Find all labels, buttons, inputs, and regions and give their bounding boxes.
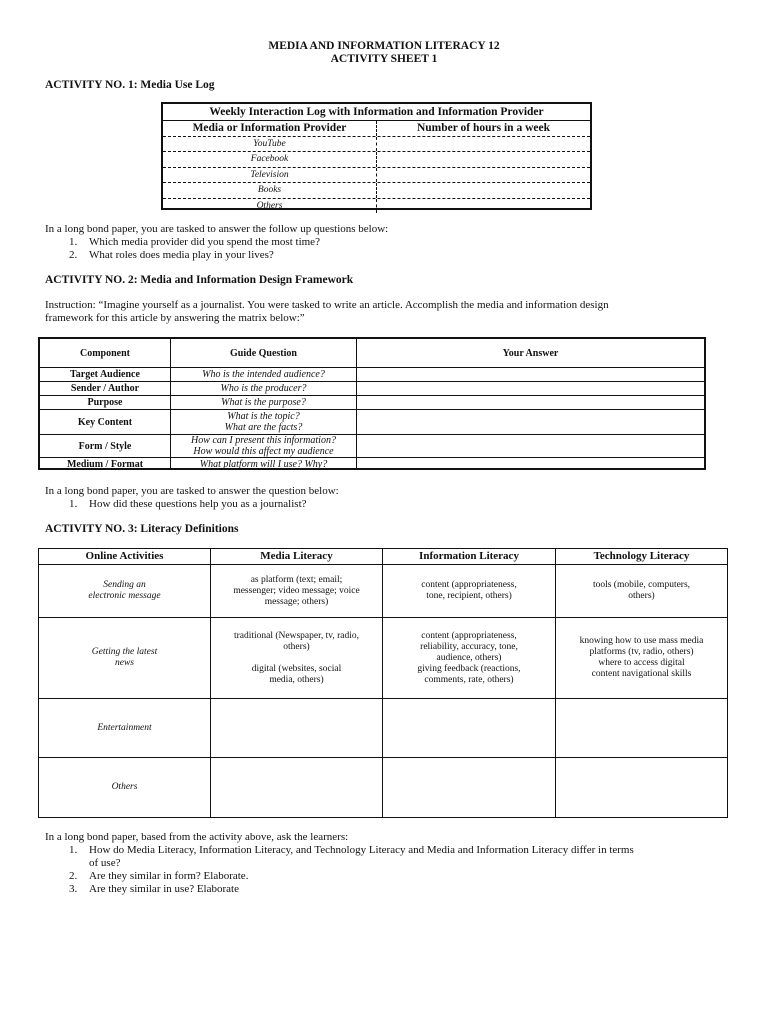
component-cell: Purpose: [40, 396, 171, 409]
guide-question-cell: What is the purpose?: [171, 396, 357, 409]
column-header: Your Answer: [502, 347, 559, 359]
hours-cell[interactable]: [377, 183, 590, 197]
activity3-questions: [45, 844, 634, 896]
design-framework-table: [38, 337, 706, 470]
hours-cell[interactable]: [377, 137, 590, 151]
column-header: Number of hours in a week: [416, 122, 550, 134]
provider-cell: YouTube: [163, 137, 377, 151]
column-header: Component: [40, 339, 171, 367]
table-row: [40, 410, 704, 435]
guide-question-cell: How can I present this information? How would this affect my audience: [171, 435, 357, 457]
answer-cell[interactable]: [357, 458, 704, 470]
media-literacy-cell: as platform (text; email; messenger; video message; voice message; others): [211, 565, 383, 617]
information-literacy-cell: content (appropriateness, tone, recipient, others): [383, 565, 556, 617]
technology-literacy-cell[interactable]: [556, 758, 727, 817]
component-cell: Form / Style: [40, 435, 171, 457]
media-literacy-cell[interactable]: [211, 699, 383, 757]
media-use-log-table: [161, 102, 592, 210]
activity2-instruction: Instruction: “Imagine yourself as a journalist. You were tasked to write an article. Accomplish the media and information design framework for this article by answering the matrix below:”: [45, 299, 609, 324]
table-row: [40, 382, 704, 396]
provider-cell: Books: [163, 183, 377, 197]
media-literacy-cell[interactable]: [211, 758, 383, 817]
table-header-row: [40, 339, 704, 368]
information-literacy-cell: content (appropriateness, reliability, accuracy, tone, audience, others) giving feedback (reactions, comments, rate, others): [383, 618, 556, 698]
column-header: Online Activities: [39, 549, 211, 564]
column-header: Information Literacy: [383, 549, 556, 564]
table-row: [163, 199, 590, 213]
activity3-intro: In a long bond paper, based from the activity above, ask the learners:: [45, 831, 349, 843]
answer-cell[interactable]: [357, 435, 704, 457]
list-item: 1. How did these questions help you as a journalist?: [69, 498, 307, 510]
media-literacy-cell: traditional (Newspaper, tv, radio, others) digital (websites, social media, others): [211, 618, 383, 698]
activity-cell: Getting the latest news: [39, 618, 211, 698]
provider-cell: Television: [163, 168, 377, 182]
component-cell: Medium / Format: [40, 458, 171, 470]
component-cell: Key Content: [40, 410, 171, 434]
list-item: 3. Are they similar in use? Elaborate: [69, 883, 239, 895]
table-row: [40, 396, 704, 410]
table-row: [40, 368, 704, 382]
guide-question-cell: What platform will I use? Why?: [171, 458, 357, 470]
column-header: Media or Information Provider: [163, 121, 377, 136]
answer-cell[interactable]: [357, 410, 704, 434]
table-row: [163, 168, 590, 183]
provider-cell: Others: [163, 199, 377, 213]
activity3-heading: ACTIVITY NO. 3: Literacy Definitions: [45, 523, 239, 535]
guide-question-cell: Who is the producer?: [171, 382, 357, 395]
information-literacy-cell[interactable]: [383, 758, 556, 817]
hours-cell[interactable]: [377, 168, 590, 182]
table-header-row: [163, 121, 590, 137]
guide-question-cell: Who is the intended audience?: [171, 368, 357, 381]
technology-literacy-cell[interactable]: [556, 699, 727, 757]
answer-cell[interactable]: [357, 382, 704, 395]
answer-cell[interactable]: [357, 368, 704, 381]
column-header: Guide Question: [171, 339, 357, 367]
information-literacy-cell[interactable]: [383, 699, 556, 757]
table-caption: Weekly Interaction Log with Information and Information Provider: [163, 104, 590, 121]
table-row: [39, 699, 727, 758]
activity2-intro: In a long bond paper, you are tasked to answer the question below:: [45, 485, 339, 497]
activity1-questions: [45, 236, 320, 262]
activity-cell: Sending an electronic message: [39, 565, 211, 617]
activity2-questions: [45, 498, 307, 511]
column-header: Media Literacy: [211, 549, 383, 564]
component-cell: Sender / Author: [40, 382, 171, 395]
hours-cell[interactable]: [377, 199, 590, 213]
technology-literacy-cell: tools (mobile, computers, others): [592, 580, 691, 601]
table-row: [39, 758, 727, 817]
literacy-definitions-table: [38, 548, 728, 818]
list-item: 2. What roles does media play in your lives?: [69, 249, 274, 261]
activity1-intro: In a long bond paper, you are tasked to answer the follow up questions below:: [45, 223, 389, 235]
list-item: 1. How do Media Literacy, Information Literacy, and Technology Literacy and Media and Information Literacy differ in terms of use?: [69, 844, 634, 869]
table-row: [39, 565, 727, 618]
table-row: [40, 458, 704, 470]
answer-cell[interactable]: [357, 396, 704, 409]
table-row: [163, 137, 590, 152]
table-row: [40, 435, 704, 458]
column-header: Technology Literacy: [593, 550, 690, 562]
table-header-row: [39, 549, 727, 565]
document-subtitle: ACTIVITY SHEET 1: [330, 53, 438, 65]
activity2-heading: ACTIVITY NO. 2: Media and Information Design Framework: [45, 274, 354, 286]
component-cell: Target Audience: [40, 368, 171, 381]
list-item: 1. Which media provider did you spend the most time?: [69, 236, 320, 248]
activity1-heading: ACTIVITY NO. 1: Media Use Log: [45, 79, 215, 91]
activity-cell: Others: [39, 758, 211, 817]
provider-cell: Facebook: [163, 152, 377, 166]
table-row: [163, 183, 590, 198]
table-row: [39, 618, 727, 699]
technology-literacy-cell: knowing how to use mass media platforms (tv, radio, others) where to access digital content navigational skills: [579, 636, 704, 679]
list-item: 2. Are they similar in form? Elaborate.: [69, 870, 249, 882]
document-title: MEDIA AND INFORMATION LITERACY 12: [268, 40, 500, 52]
guide-question-cell: What is the topic? What are the facts?: [171, 410, 357, 434]
hours-cell[interactable]: [377, 152, 590, 166]
activity-cell: Entertainment: [39, 699, 211, 757]
table-row: [163, 152, 590, 167]
